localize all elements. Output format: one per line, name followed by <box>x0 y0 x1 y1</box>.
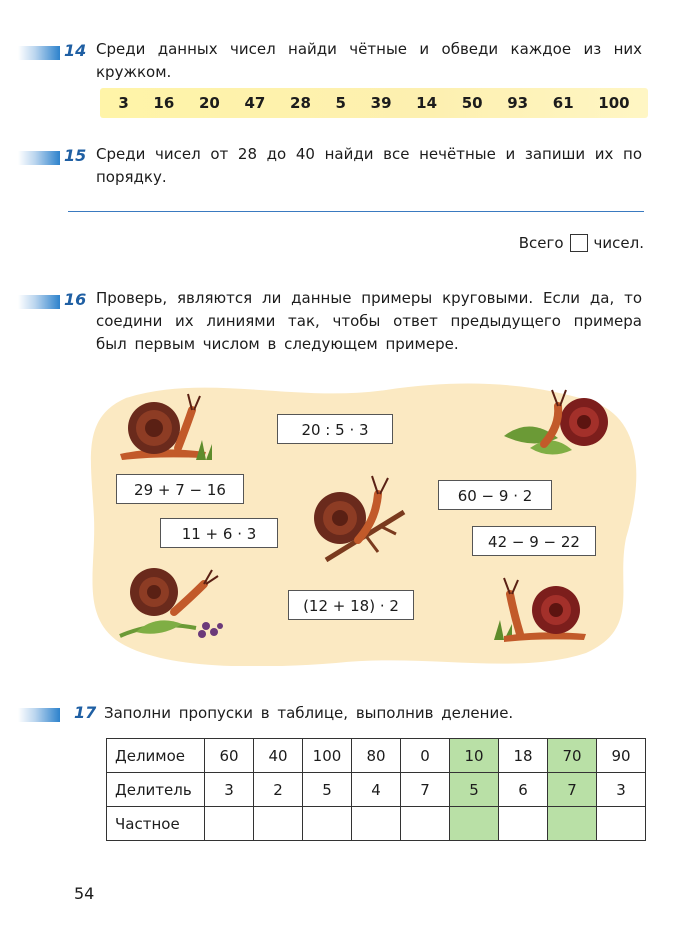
row-label: Частное <box>107 807 205 841</box>
table-cell: 90 <box>597 739 646 773</box>
total-row <box>519 234 644 252</box>
total-suffix: чисел. <box>593 234 644 252</box>
row-label: Делитель <box>107 773 205 807</box>
table-cell: 18 <box>499 739 548 773</box>
quotient-input-cell[interactable] <box>499 807 548 841</box>
snail-icon <box>116 392 216 464</box>
table-cell: 7 <box>548 773 597 807</box>
number-item[interactable]: 5 <box>335 94 346 112</box>
number-item[interactable]: 16 <box>153 94 175 112</box>
table-cell: 100 <box>303 739 352 773</box>
table-cell: 70 <box>548 739 597 773</box>
total-prefix: Всего <box>518 234 564 252</box>
page-number: 54 <box>74 884 95 903</box>
number-item[interactable]: 39 <box>370 94 392 112</box>
snail-icon <box>490 574 590 644</box>
table-cell: 5 <box>450 773 499 807</box>
table-cell: 0 <box>401 739 450 773</box>
task-number: 16 <box>64 290 87 309</box>
answer-box[interactable] <box>570 234 588 252</box>
number-item[interactable]: 28 <box>290 94 311 112</box>
task-text: Среди чисел от 28 до 40 найди все нечётные и запиши их по порядку. <box>96 145 642 186</box>
division-table <box>106 738 646 841</box>
table-cell: 4 <box>352 773 401 807</box>
snail-icon <box>306 472 410 564</box>
table-cell: 3 <box>597 773 646 807</box>
table-cell: 40 <box>254 739 303 773</box>
expression-card[interactable]: 29 + 7 − 16 <box>116 474 244 504</box>
row-label: Делимое <box>107 739 205 773</box>
snail-icon <box>500 386 616 466</box>
quotient-input-cell[interactable] <box>401 807 450 841</box>
quotient-input-cell[interactable] <box>205 807 254 841</box>
task-text: Заполни пропуски в таблице, выполнив деление. <box>104 704 514 722</box>
task-marker <box>18 708 60 722</box>
table-cell: 5 <box>303 773 352 807</box>
number-item[interactable]: 50 <box>461 94 483 112</box>
number-item[interactable]: 20 <box>198 94 220 112</box>
quotient-input-cell[interactable] <box>597 807 646 841</box>
number-item[interactable]: 47 <box>244 94 266 112</box>
table-cell: 10 <box>450 739 499 773</box>
number-item[interactable]: 93 <box>507 94 529 112</box>
expression-card[interactable]: 20 : 5 · 3 <box>277 414 393 444</box>
task-marker <box>18 46 60 60</box>
snail-scene <box>86 378 642 666</box>
quotient-input-cell[interactable] <box>303 807 352 841</box>
expression-card[interactable]: 42 − 9 − 22 <box>472 526 596 556</box>
number-item[interactable]: 14 <box>416 94 438 112</box>
table-row <box>107 807 646 841</box>
table-cell: 60 <box>205 739 254 773</box>
task-marker <box>18 295 60 309</box>
expression-card[interactable]: (12 + 18) · 2 <box>288 590 414 620</box>
number-item[interactable]: 61 <box>552 94 574 112</box>
snail-icon <box>116 562 232 642</box>
table-cell: 7 <box>401 773 450 807</box>
answer-line[interactable] <box>68 211 644 212</box>
table-row <box>107 739 646 773</box>
task-text: Проверь, являются ли данные примеры круговыми. Если да, то соедини их линиями так, чтобы ответ предыдущего примера был первым числом в следующем примере. <box>96 289 642 353</box>
number-item[interactable]: 3 <box>118 94 129 112</box>
task-marker <box>18 151 60 165</box>
task-number: 14 <box>64 41 87 60</box>
table-cell: 6 <box>499 773 548 807</box>
expression-card[interactable]: 11 + 6 · 3 <box>160 518 278 548</box>
quotient-input-cell[interactable] <box>254 807 303 841</box>
expression-card[interactable]: 60 − 9 · 2 <box>438 480 552 510</box>
numbers-band <box>100 88 648 118</box>
quotient-input-cell[interactable] <box>548 807 597 841</box>
task-number: 17 <box>74 703 97 722</box>
quotient-input-cell[interactable] <box>352 807 401 841</box>
task-number: 15 <box>64 146 87 165</box>
number-item[interactable]: 100 <box>598 94 630 112</box>
quotient-input-cell[interactable] <box>450 807 499 841</box>
table-cell: 80 <box>352 739 401 773</box>
table-cell: 3 <box>205 773 254 807</box>
task-text: Среди данных чисел найди чётные и обведи каждое из них кружком. <box>96 40 642 81</box>
table-cell: 2 <box>254 773 303 807</box>
table-row <box>107 773 646 807</box>
